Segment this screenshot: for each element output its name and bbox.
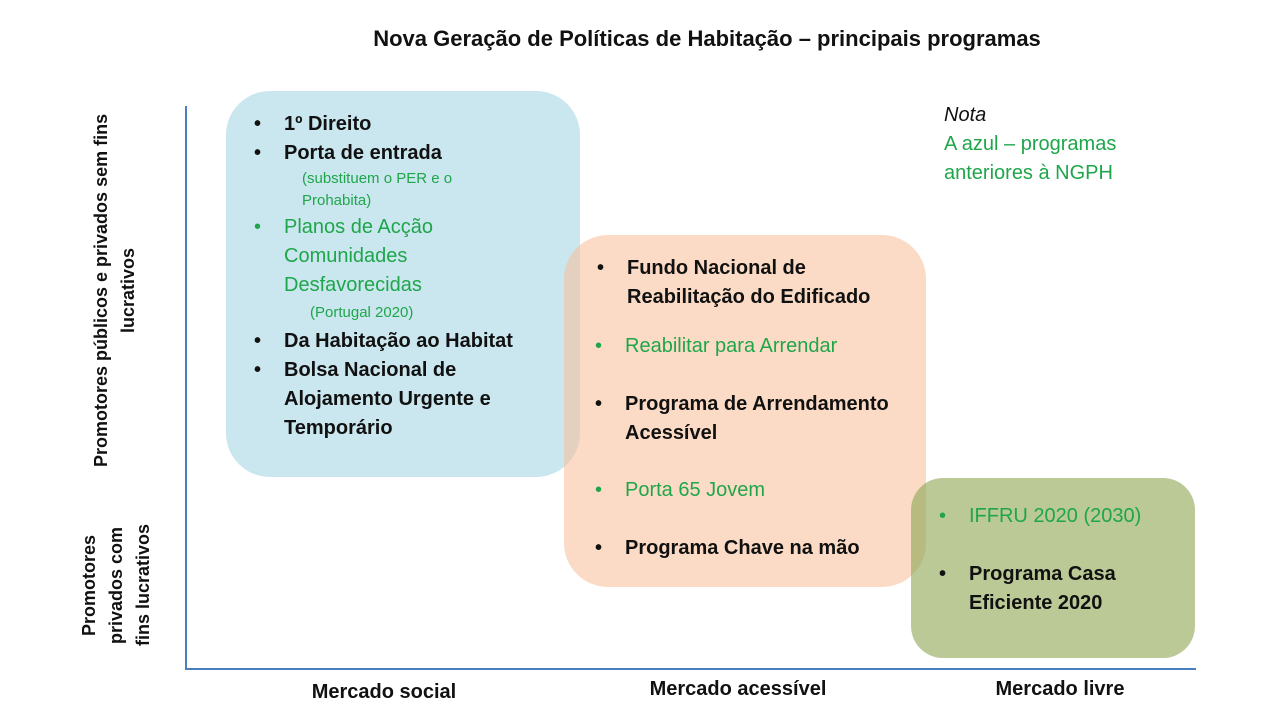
y-label-top: Promotores públicos e privados sem fins lucrativos: [91, 113, 138, 467]
program-item: [254, 356, 524, 443]
y-axis-line: [185, 106, 187, 670]
program-item: [595, 476, 910, 505]
note-title: Nota: [944, 104, 987, 126]
bullet-glyph: •: [595, 479, 603, 501]
program-label: Da Habitação ao Habitat: [284, 330, 513, 352]
bullet-glyph: •: [595, 335, 603, 357]
bullet-glyph: •: [254, 216, 262, 238]
bullet-glyph: •: [595, 537, 603, 559]
program-label: Porta 65 Jovem: [625, 479, 766, 501]
bullet-glyph: •: [254, 359, 262, 381]
program-item: [254, 213, 514, 300]
program-label: Reabilitar para Arrendar: [625, 335, 838, 357]
program-item: [597, 254, 912, 312]
program-label: Fundo Nacional de Reabilitação do Edificado: [627, 257, 871, 308]
program-item: [939, 502, 1184, 531]
program-label: Bolsa Nacional de Alojamento Urgente e Temporário: [284, 359, 491, 439]
program-item: [595, 332, 910, 361]
x-label-social: Mercado social: [311, 681, 457, 703]
program-item: [254, 139, 564, 168]
program-item: [254, 327, 574, 356]
program-item: [595, 534, 915, 563]
bullet-glyph: •: [939, 563, 947, 585]
program-item: [254, 110, 564, 139]
bullet-glyph: •: [254, 142, 262, 164]
program-label: Programa Casa Eficiente 2020: [969, 563, 1116, 614]
program-label: Planos de Acção Comunidades Desfavorecidas: [284, 216, 433, 296]
bullet-glyph: •: [254, 330, 262, 352]
bullet-glyph: •: [939, 505, 947, 527]
legend-note: [944, 101, 1164, 188]
program-label: Programa Chave na mão: [625, 537, 860, 559]
diagram-title: Nova Geração de Políticas de Habitação – principais programas: [373, 26, 1041, 51]
program-item: [939, 560, 1149, 618]
program-note: (Portugal 2020): [310, 304, 414, 321]
y-label-bottom: Promotores privados com fins lucrativos: [79, 523, 153, 647]
x-axis-line: [186, 668, 1196, 670]
bullet-glyph: •: [254, 113, 262, 135]
note-body: A azul – programas anteriores à NGPH: [944, 133, 1117, 184]
bullet-glyph: •: [597, 257, 605, 279]
program-item: [595, 390, 915, 448]
x-label-free: Mercado livre: [995, 678, 1125, 700]
x-label-accessible: Mercado acessível: [649, 678, 827, 700]
bullet-glyph: •: [595, 393, 603, 415]
program-label: 1º Direito: [284, 113, 372, 135]
program-note: (substituem o PER e o Prohabita): [302, 170, 453, 209]
program-label: Porta de entrada: [284, 142, 442, 164]
program-label: Programa de Arrendamento Acessível: [625, 393, 889, 444]
program-label: IFFRU 2020 (2030): [969, 505, 1142, 527]
